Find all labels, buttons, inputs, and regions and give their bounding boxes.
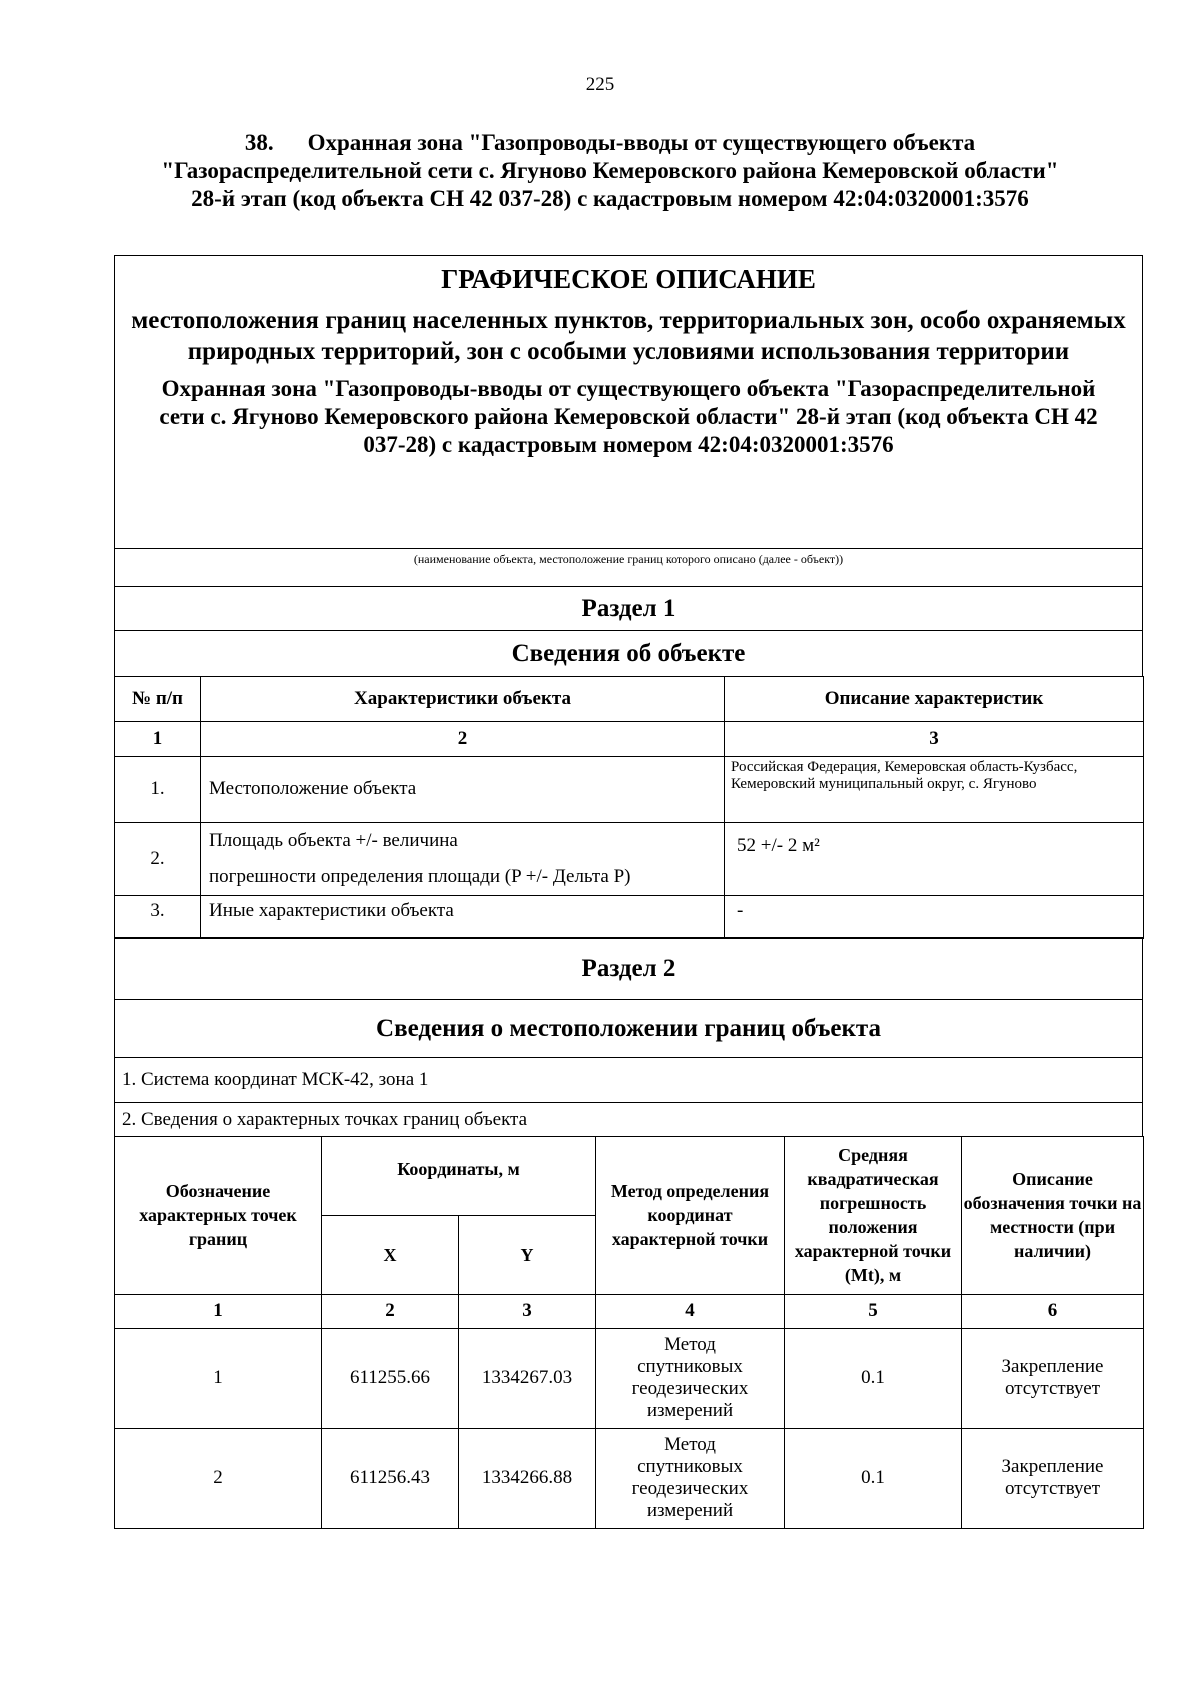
index-cell: 3 (459, 1294, 596, 1328)
heading-line-3: 28-й этап (код объекта СН 42 037-28) с кадастровым номером 42:04:0320001:3576 (191, 186, 1029, 211)
table-row (115, 895, 1144, 938)
header-characteristic: Характеристики объекта (201, 676, 725, 721)
point-id: 1 (115, 1328, 322, 1428)
object-name-note: (наименование объекта, местоположение границ которого описано (далее - объект)) (115, 549, 1143, 587)
point-mt: 0.1 (785, 1328, 962, 1428)
description-subtitle: местоположения границ населенных пунктов, территориальных зон, особо охраняемых природных территорий, зон с особыми условиями использования территории (131, 307, 1126, 365)
header-coordinates: Координаты, м (322, 1136, 596, 1215)
index-cell: 5 (785, 1294, 962, 1328)
row-description: Российская Федерация, Кемеровская область-Кузбасс, Кемеровский муниципальный округ, с. Ягуново (725, 756, 1144, 822)
caption-table (114, 255, 1143, 677)
point-id: 2 (115, 1428, 322, 1528)
point-x: 611255.66 (322, 1328, 459, 1428)
header-designation: Обозначение характерных точек границ (115, 1136, 322, 1294)
row-description: - (725, 895, 1144, 938)
points-table (114, 1136, 1144, 1529)
section1-title: Раздел 1 (115, 587, 1143, 631)
section2-title: Раздел 2 (115, 938, 1143, 1000)
section1-subtitle: Сведения об объекте (115, 631, 1143, 677)
header-num: № п/п (115, 676, 201, 721)
object-name: Охранная зона "Газопроводы-вводы от существующего объекта "Газораспределительной сети с. Ягуново Кемеровского района Кемеровской области" 28-й этап (код объекта СН 42 037-28) с кадастровым номером 42:04:0320001:3576 (159, 376, 1098, 457)
heading-line-1: Охранная зона "Газопроводы-вводы от существующего объекта (307, 130, 976, 155)
point-marker: Закрепление отсутствует (962, 1328, 1144, 1428)
section2-subtitle: Сведения о местоположении границ объекта (115, 1000, 1143, 1058)
row-characteristic-line-1: Площадь объекта +/- величина (209, 829, 458, 851)
point-y: 1334267.03 (459, 1328, 596, 1428)
header-error: Средняя квадратическая погрешность положения характерной точки (Mt), м (785, 1136, 962, 1294)
header-marker: Описание обозначения точки на местности (при наличии) (962, 1136, 1144, 1294)
table-row (115, 756, 1144, 822)
coordinate-system: 1. Система координат МСК-42, зона 1 (115, 1058, 1143, 1103)
header-method: Метод определения координат характерной точки (596, 1136, 785, 1294)
header-description: Описание характеристик (725, 676, 1144, 721)
index-cell: 2 (201, 721, 725, 756)
point-row (115, 1428, 1144, 1528)
index-cell: 1 (115, 721, 201, 756)
caption-cell (115, 256, 1143, 549)
point-mt: 0.1 (785, 1428, 962, 1528)
description-title: ГРАФИЧЕСКОЕ ОПИСАНИЕ (441, 264, 816, 294)
row-num: 1. (115, 756, 201, 822)
row-num: 3. (115, 895, 201, 938)
row-characteristic-line-2: погрешности определения площади (P +/- Дельта P) (209, 865, 631, 887)
header-x: X (322, 1215, 459, 1294)
row-characteristic (201, 822, 725, 895)
index-cell: 2 (322, 1294, 459, 1328)
document-heading (115, 129, 1105, 213)
table-header-row (115, 676, 1144, 721)
heading-line-2: "Газораспределительной сети с. Ягуново Кемеровского района Кемеровской области" (161, 158, 1059, 183)
table-row (115, 822, 1144, 895)
index-cell: 6 (962, 1294, 1144, 1328)
object-info-table (114, 676, 1144, 939)
row-num: 2. (115, 822, 201, 895)
points-index-row (115, 1294, 1144, 1328)
page-number: 225 (585, 74, 615, 95)
row-description: 52 +/- 2 м² (725, 822, 1144, 895)
index-row (115, 721, 1144, 756)
point-row (115, 1328, 1144, 1428)
point-method: Метод спутниковых геодезических измерений (596, 1428, 785, 1528)
point-x: 611256.43 (322, 1428, 459, 1528)
header-y: Y (459, 1215, 596, 1294)
index-cell: 3 (725, 721, 1144, 756)
row-characteristic: Местоположение объекта (201, 756, 725, 822)
row-characteristic: Иные характеристики объекта (201, 895, 725, 938)
point-method: Метод спутниковых геодезических измерений (596, 1328, 785, 1428)
points-header-row (115, 1136, 1144, 1215)
point-marker: Закрепление отсутствует (962, 1428, 1144, 1528)
heading-number: 38. (244, 130, 274, 155)
section2-caption-table (114, 937, 1143, 1137)
point-y: 1334266.88 (459, 1428, 596, 1528)
graphic-description-frame (114, 255, 1143, 1529)
index-cell: 1 (115, 1294, 322, 1328)
index-cell: 4 (596, 1294, 785, 1328)
points-title: 2. Сведения о характерных точках границ объекта (115, 1103, 1143, 1137)
